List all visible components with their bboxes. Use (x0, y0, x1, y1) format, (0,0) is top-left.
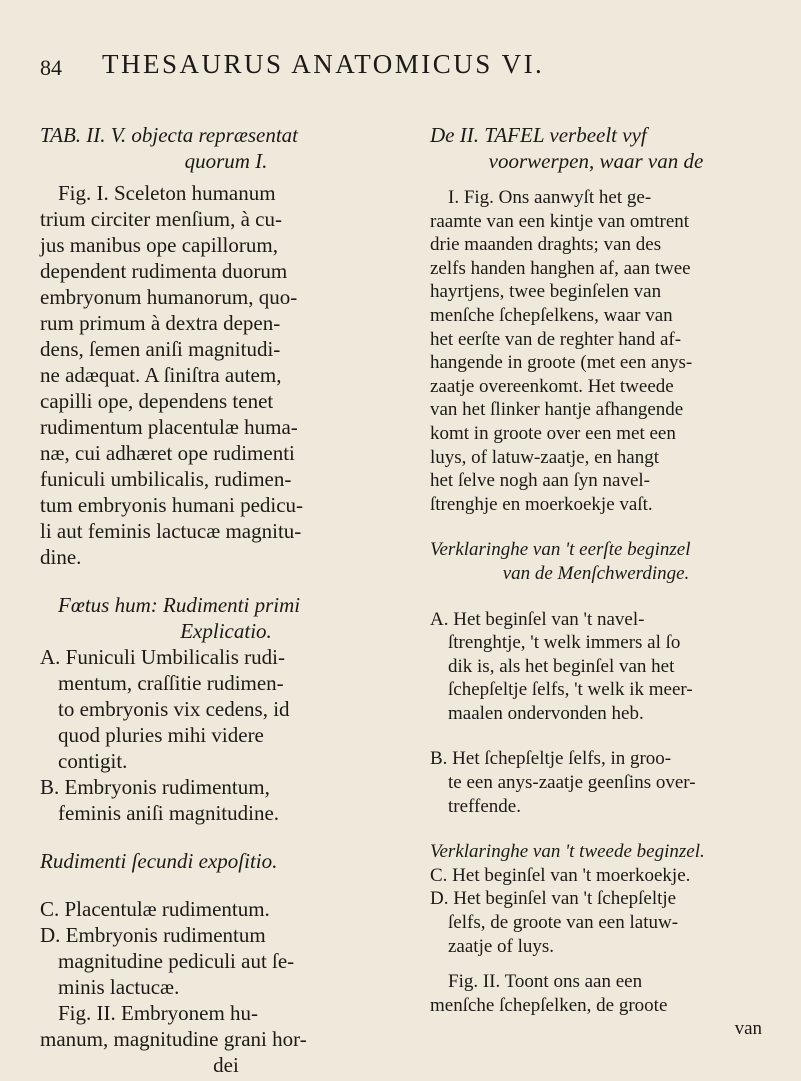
text-line: D. Het beginſel van 't ſchepſeltje (430, 888, 677, 910)
text-line: contigit. (58, 749, 128, 773)
dutch-heading (430, 122, 762, 174)
text-line: embryonum humanorum, quo- (40, 285, 298, 309)
text-line: Fig. II. Embryonem hu- (58, 1001, 259, 1025)
text-line: rum primum à dextra depen- (40, 311, 281, 335)
text-line: capilli ope, dependens tenet (40, 389, 274, 413)
text-line: menſche ſchepſelkens, waar van (430, 304, 673, 326)
text-line: mentum, craſſitie rudimen- (58, 671, 284, 695)
text-line: TAB. II. V. objecta repræsentat (40, 123, 298, 147)
text-line: Fœtus hum: Rudimenti primi (58, 593, 301, 617)
text-line: A. Het beginſel van 't navel- (430, 608, 645, 630)
text-line: hayrtjens, twee beginſelen van (430, 281, 662, 303)
dutch-column (430, 122, 762, 1041)
text-line: Fig. I. Sceleton humanum (58, 181, 276, 205)
text-line: van het ſlinker hantje afhangende (430, 399, 684, 421)
text-line: quorum I. (184, 149, 268, 173)
text-line: B. Embryonis rudimentum, (40, 775, 270, 799)
text-line: zaatje of luys. (448, 935, 555, 957)
latin-fig2-paragraph (40, 1000, 412, 1078)
text-line: zelfs handen hanghen af, aan twee (430, 257, 691, 279)
dutch-explanation-2-heading: Verklaringhe van 't tweede beginzel. (430, 841, 705, 863)
text-line: trium circiter menſium, à cu- (40, 207, 282, 231)
text-line: van de Menſchwerdinge. (502, 562, 690, 584)
text-line: D. Embryonis rudimentum (40, 923, 266, 947)
text-line: ſchepſeltje ſelfs, 't welk ik meer- (448, 679, 693, 701)
text-line: li aut feminis lactucæ magnitu- (40, 519, 302, 543)
running-head (40, 47, 760, 87)
text-line: rudimentum placentulæ huma- (40, 415, 298, 439)
text-line: het ſelve nogh aan ſyn navel- (430, 470, 651, 492)
text-line: minis lactucæ. (58, 975, 180, 999)
page-number: 84 (40, 55, 62, 80)
text-line: dei (213, 1053, 239, 1077)
text-line: dine. (40, 545, 82, 569)
text-line: het eerſte van de reghter hand af- (430, 328, 682, 350)
text-line: treffende. (448, 795, 521, 817)
dutch-items-c-d (430, 864, 762, 958)
text-line: De II. TAFEL verbeelt vyf (430, 123, 647, 147)
text-line: Explicatio. (180, 619, 272, 643)
text-line: feminis aniſi magnitudine. (58, 801, 280, 825)
latin-item-c: C. Placentulæ rudimentum. (40, 897, 270, 921)
text-line: tum embryonis humani pedicu- (40, 493, 304, 517)
text-line: funiculi umbilicalis, rudimen- (40, 467, 292, 491)
text-line: A. Funiculi Umbilicalis rudi- (40, 645, 285, 669)
latin-heading (40, 122, 412, 174)
text-line: Verklaringhe van 't eerſte beginzel (430, 539, 691, 561)
text-line: ſtrenghje en moerkoekje vaſt. (430, 493, 653, 515)
text-line: dependent rudimenta duorum (40, 259, 288, 283)
text-line: manum, magnitudine grani hor- (40, 1027, 307, 1051)
text-line: jus manibus ope capillorum, (40, 233, 278, 257)
running-title: THESAURUS ANATOMICUS VI. (102, 49, 545, 79)
text-line: van (734, 1018, 762, 1040)
text-line: magnitudine pediculi aut ſe- (58, 949, 295, 973)
text-line: zaatje overeenkomt. Het tweede (430, 375, 674, 397)
text-line: dik is, als het beginſel van het (448, 655, 675, 677)
text-line: ſtrenghtje, 't welk immers al ſo (448, 632, 681, 654)
text-line: maalen ondervonden heb. (448, 702, 644, 724)
text-line: ſelfs, de groote van een latuw- (448, 912, 679, 934)
latin-item-a (40, 644, 412, 774)
text-line: raamte van een kintje van omtrent (430, 210, 690, 232)
latin-explanation-1-heading (40, 592, 412, 644)
text-line: to embryonis vix cedens, id (58, 697, 290, 721)
text-line: komt in groote over een met een (430, 422, 676, 444)
text-line: dens, ſemen aniſi magnitudi- (40, 337, 281, 361)
dutch-item-a (430, 608, 762, 726)
text-line: voorwerpen, waar van de (488, 149, 704, 173)
latin-item-b (40, 774, 412, 826)
text-line: Fig. II. Toont ons aan een (448, 971, 643, 993)
text-line: te een anys-zaatje geenſins over- (448, 772, 696, 794)
text-line: næ, cui adhæret ope rudimenti (40, 441, 295, 465)
text-line: luys, of latuw-zaatje, en hangt (430, 446, 659, 468)
latin-column (40, 122, 412, 1078)
latin-explanation-2-heading: Rudimenti ſecundi expoſitio. (40, 849, 278, 873)
text-line: C. Het beginſel van 't moerkoekje. (430, 864, 691, 886)
latin-fig1-paragraph (40, 180, 412, 570)
text-line: quod pluries mihi videre (58, 723, 264, 747)
dutch-item-b (430, 747, 762, 818)
dutch-explanation-1-heading (430, 538, 762, 585)
text-line: hangende in groote (met een anys- (430, 352, 693, 374)
dutch-fig2-paragraph (430, 970, 762, 1041)
text-line: I. Fig. Ons aanwyſt het ge- (448, 187, 652, 208)
text-line: menſche ſchepſelken, de groote (430, 994, 668, 1016)
text-line: B. Het ſchepſeltje ſelfs, in groo- (430, 748, 672, 770)
latin-item-d (40, 922, 412, 1000)
text-line: drie maanden draghts; van des (430, 234, 662, 256)
text-line: ne adæquat. A ſiniſtra autem, (40, 363, 282, 387)
dutch-fig1-paragraph (430, 186, 762, 516)
